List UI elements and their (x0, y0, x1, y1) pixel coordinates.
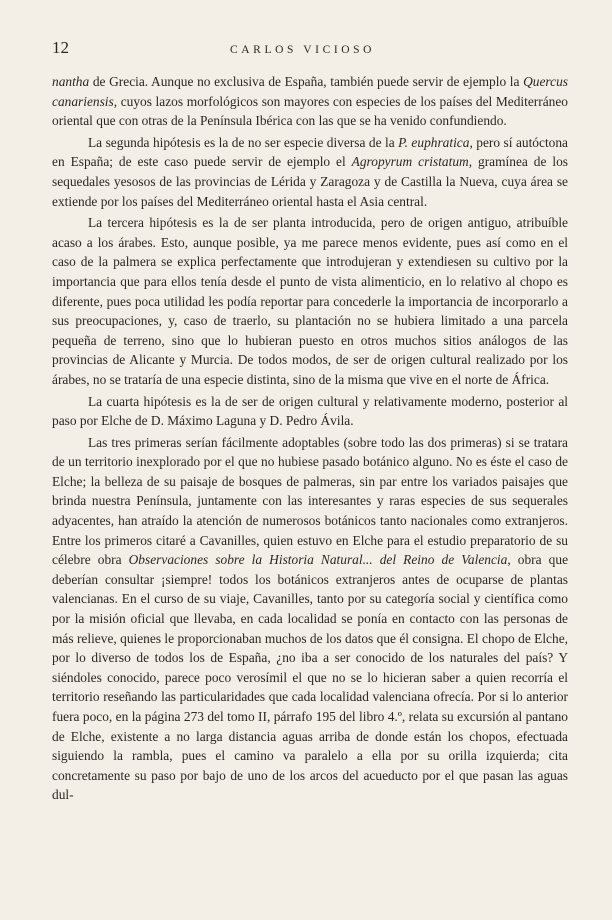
paragraph (52, 133, 568, 211)
paragraph (52, 433, 568, 805)
paragraph (52, 392, 568, 431)
text-run: , obra que deberían consultar ¡siempre! todos los botánicos extranjeros antes de ocuparse de plantas valencianas. En el curso de su viaje, Cavanilles, tanto por su categoría social y científica como por la misión oficial que llevaba, en cada localidad se ponía en contacto con las personas de más relieve, quienes le proporcionaban muchos de los datos que él consigna. El chopo de Elche, por lo diverso de todos los de España, ¿no iba a ser conocido de los naturales del país? Y siéndoles conocido, parece poco verosímil el que no se lo hicieran saber a quien recorría el territorio reseñando las particularidades que cada localidad valenciana ofrecía. Por si lo anterior fuera poco, en la página 273 del tomo II, párrafo 195 del libro 4.º, relata su excursión al pantano de Elche, existente a no larga distancia aguas arriba de donde están los chopos, efectuada siguiendo la rambla, pues el camino va paralelo a ella por su orilla izquierda; cita concretamente su paso por bajo de uno de los arcos del acueducto por el que pasan las aguas dul- (52, 552, 569, 803)
page-number: 12 (52, 38, 69, 57)
italic-term: Quercus canariensis (52, 74, 568, 109)
paragraph (52, 72, 568, 131)
text-run: , pero sí autóctona en España; de este caso puede servir de ejemplo el (52, 134, 569, 170)
text-run: La tercera hipótesis es la de ser planta introducida, pero de origen antiguo, atribuíble acaso a los árabes. Esto, aunque posible, ya me parece menos evidente, pues así como en el caso de la palmera se explica perfectamente que introdujeran y extendiesen su cultivo por la importancia que para ellos tenía desde el punto de vista alimenticio, en lo relativo al chopo es diferente, pues poca utilidad les podía reportar para concederle la importancia de incorporarlo a sus preocupaciones, y, caso de traerlo, su plantación no se hubiera limitado a una parcela pequeña de terreno, sino que lo hubieran puesto en otros muchos sitios análogos de las provincias de Alicante y Murcia. De todos modos, de ser de origen cultural realizado por los árabes, no se trataría de una especie distinta, sino de la misma que vive en el norte de África. (52, 215, 568, 387)
italic-term: P. euphratica (398, 134, 470, 150)
italic-term: Observaciones sobre la Historia Natural... del Reino de Valencia (128, 552, 508, 568)
text-run: de Grecia. Aunque no exclusiva de España, también puede servir de ejemplo la (89, 74, 524, 89)
running-head (52, 38, 568, 62)
text-run: La cuarta hipótesis es la de ser de origen cultural y relativamente moderno, posterior al paso por Elche de D. Máximo Laguna y D. Pedro Ávila. (52, 393, 568, 429)
text-run: , gramínea de los sequedales yesosos de las provincias de Lérida y Zaragoza y de Castilla la Nueva, cuya área se extiende por los países del Mediterráneo oriental hasta el Asia central. (52, 154, 568, 209)
body-text (52, 72, 568, 805)
running-title: CARLOS VICIOSO (230, 44, 376, 56)
text-run: , cuyos lazos morfológicos son mayores con especies de los países del Mediterráneo oriental que con otras de la Península Ibérica con las que se ha venido confundiendo. (52, 93, 568, 129)
paragraph (52, 213, 568, 389)
italic-term: nantha (52, 74, 90, 89)
text-run: Las tres primeras serían fácilmente adoptables (sobre todo las dos primeras) si se tratara de un territorio inexplorado por el que no hubiese pasado botánico alguno. No es éste el caso de Elche; la belleza de su paisaje de bosques de palmeras, sin par entre los variados paisajes que brinda nuestra Península, juntamente con las interesantes y raras especies de sus sequerales adyacentes, han atraído la atención de numerosos botánicos tanto nacionales como extranjeros. Entre los primeros citaré a Cavanilles, quien estuvo en Elche para el estudio preparatorio de su célebre obra (52, 434, 568, 568)
text-run: La segunda hipótesis es la de no ser especie diversa de la (88, 134, 399, 150)
italic-term: Agropyrum cristatum (351, 154, 469, 170)
